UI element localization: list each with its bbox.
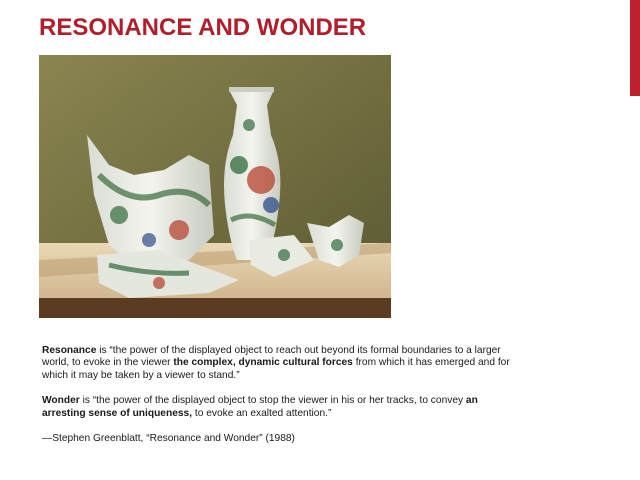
resonance-paragraph [42, 345, 512, 382]
resonance-text-2: from which it has emerged and for which it may be taken by a viewer to stand.” [42, 357, 510, 381]
resonance-text-1: is “the power of the displayed object to reach out beyond its formal boundaries to a larger world, to evoke in the viewer [42, 345, 501, 369]
citation: —Stephen Greenblatt, “Resonance and Wonder” (1988) [42, 433, 295, 445]
resonance-emphasis: the complex, dynamic cultural forces [173, 357, 353, 369]
quote-block [42, 345, 512, 458]
slide-title: RESONANCE AND WONDER [39, 14, 367, 41]
wonder-term: Wonder [42, 395, 80, 407]
wonder-text-2: to evoke an exalted attention.” [192, 407, 332, 419]
broken-porcelain-vases-photo [39, 55, 391, 318]
wonder-text-1: is “the power of the displayed object to stop the viewer in his or her tracks, to convey [79, 395, 466, 407]
wonder-emphasis: an arresting sense of uniqueness, [42, 395, 478, 419]
resonance-term: Resonance [42, 345, 97, 356]
accent-bar [630, 0, 640, 96]
wonder-paragraph [42, 395, 512, 420]
